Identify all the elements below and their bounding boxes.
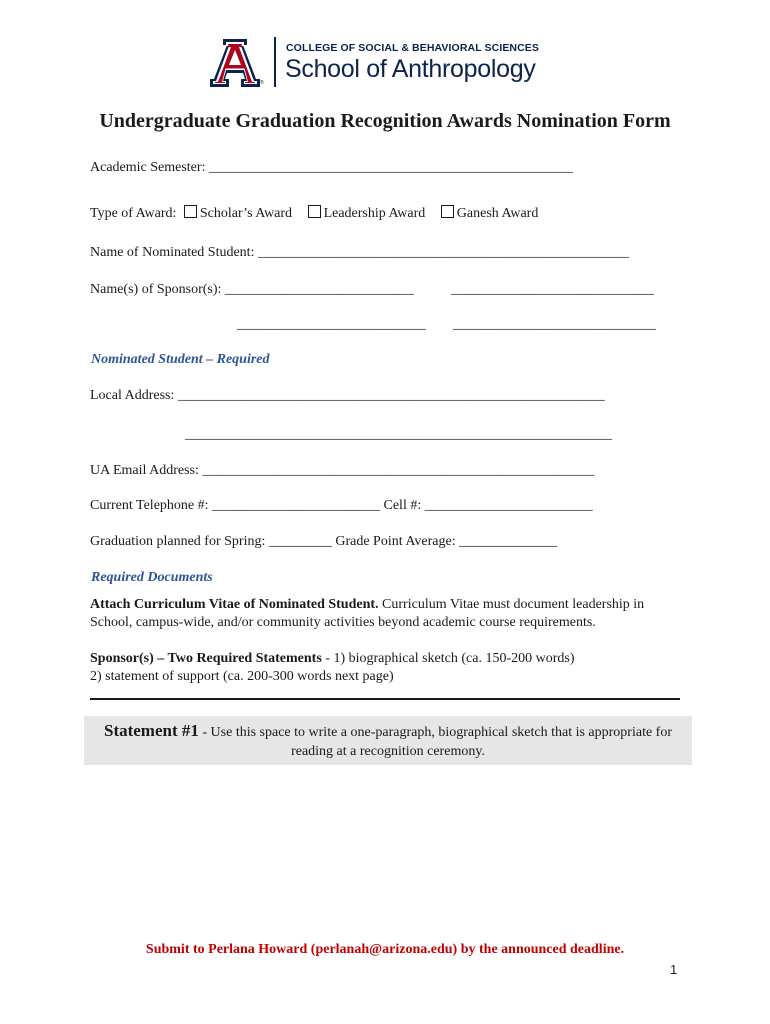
form-title: Undergraduate Graduation Recognition Awards Nomination Form <box>99 110 671 132</box>
nominated-student-name-field[interactable]: Name of Nominated Student: _____________________________________________________ <box>90 245 629 260</box>
award-type-label: Type of Award: <box>90 206 177 221</box>
required-documents-heading: Required Documents <box>91 570 213 585</box>
sponsor-name-field-2[interactable]: _____________________________ <box>451 282 654 297</box>
statement-1-heading: Statement #1 <box>103 721 199 740</box>
cv-instructions <box>90 596 690 632</box>
sponsor-name-field-3[interactable]: ___________________________ <box>237 317 426 332</box>
academic-semester-field[interactable]: Academic Semester: ____________________________________________________ <box>90 160 573 175</box>
cv-instruction-text: Curriculum Vitae must document leadership in School, campus-wide, and/or community activities beyond academic course requirements. <box>90 597 645 630</box>
scholars-award-option[interactable] <box>184 206 292 221</box>
statement-1-text <box>92 721 684 761</box>
sponsor-name-field-4[interactable]: _____________________________ <box>453 317 656 332</box>
award-type-row <box>90 205 538 222</box>
page-number: 1 <box>670 962 678 977</box>
sponsor-instruction-text-2: 2) statement of support (ca. 200-300 words next page) <box>90 669 394 684</box>
leadership-award-option[interactable] <box>308 206 426 221</box>
school-name: School of Anthropology <box>285 55 536 83</box>
leadership-award-label: Leadership Award <box>323 206 426 221</box>
submit-instructions: Submit to Perlana Howard (perlanah@arizona.edu) by the announced deadline. <box>145 942 625 957</box>
sponsor-instructions <box>90 650 690 686</box>
section-divider <box>90 698 680 700</box>
nominated-student-section-heading: Nominated Student – Required <box>91 352 270 367</box>
ua-email-field[interactable]: UA Email Address: ________________________________________________________ <box>90 463 595 478</box>
telephone-field[interactable]: Current Telephone #: ________________________ Cell #: ________________________ <box>90 498 593 513</box>
ganesh-award-option[interactable] <box>441 206 539 221</box>
statement-1-instructions: - Use this space to write a one-paragraph, biographical sketch that is appropriate for reading at a recognition ceremony. <box>198 725 672 759</box>
ganesh-award-checkbox-icon[interactable] <box>441 205 454 218</box>
graduation-gpa-field[interactable]: Graduation planned for Spring: _________ Grade Point Average: ______________ <box>90 534 558 549</box>
scholars-award-checkbox-icon[interactable] <box>184 205 197 218</box>
logo-divider <box>274 37 276 87</box>
sponsor-instruction-text-1: - 1) biographical sketch (ca. 150-200 words) <box>321 651 575 666</box>
college-name: COLLEGE OF SOCIAL & BEHAVIORAL SCIENCES <box>286 42 540 54</box>
statement-1-box <box>84 716 692 765</box>
cv-instruction-bold: Attach Curriculum Vitae of Nominated Student. <box>90 597 379 612</box>
local-address-line-2[interactable]: _____________________________________________________________ <box>185 427 612 442</box>
local-address-field[interactable]: Local Address: _____________________________________________________________ <box>90 388 605 403</box>
university-logo <box>204 37 554 93</box>
sponsor-instruction-bold: Sponsor(s) – Two Required Statements <box>90 651 322 666</box>
ganesh-award-label: Ganesh Award <box>456 206 539 221</box>
trademark-mark: ® <box>260 80 264 86</box>
sponsor-name-field-1[interactable]: Name(s) of Sponsor(s): ___________________________ <box>90 282 414 297</box>
leadership-award-checkbox-icon[interactable] <box>308 205 321 218</box>
scholars-award-label: Scholar’s Award <box>199 206 293 221</box>
university-a-logo-icon <box>204 37 266 89</box>
